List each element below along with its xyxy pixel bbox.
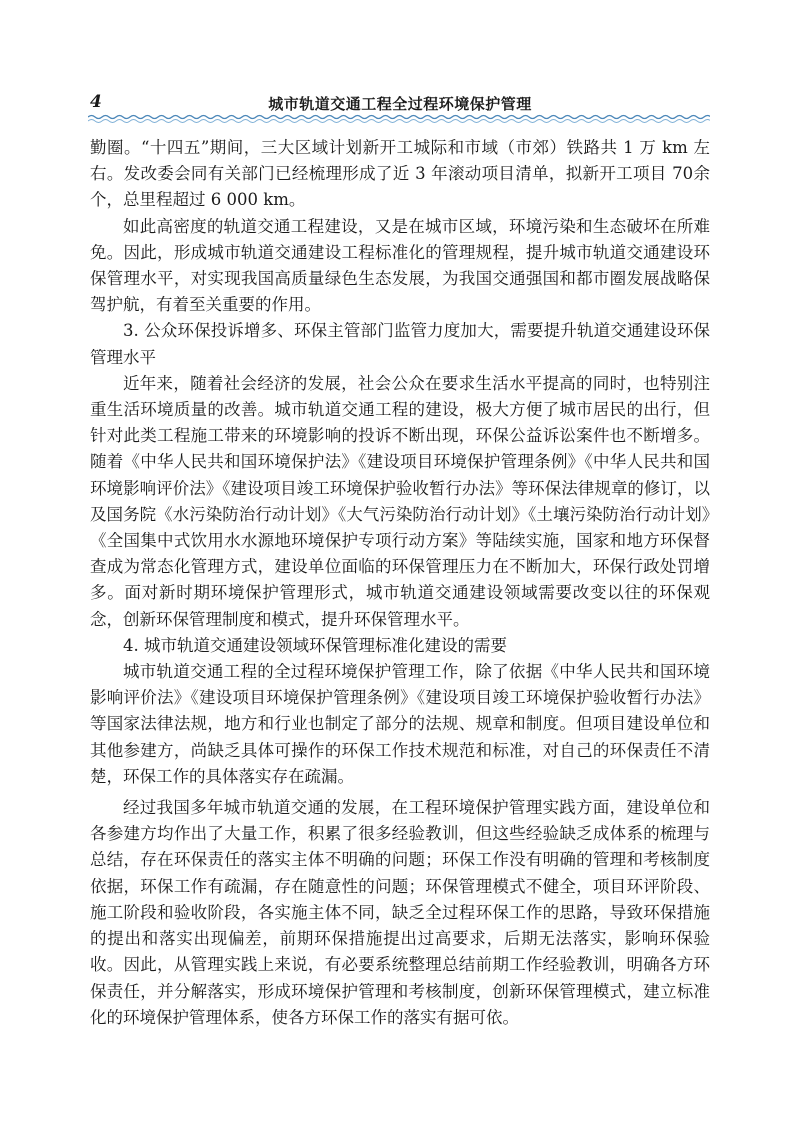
paragraph-continuation: 勤圈。“十四五”期间，三大区域计划新开工城际和市域（市郊）铁路共 1 万 km 左右。发改委会同有关部门已经梳理形成了近 3 年滚动项目清单，拟新开工项目 70余个，总里程超过 6 000 km。	[90, 138, 710, 210]
running-title: 城市轨道交通工程全过程环境保护管理	[268, 95, 532, 113]
paragraph: 经过我国多年城市轨道交通的发展，在工程环境保护管理实践方面，建设单位和各参建方均作出了大量工作，积累了很多经验教训，但这些经验缺乏成体系的梳理与总结，存在环保责任的落实主体不明确的问题；环保工作没有明确的管理和考核制度依据，环保工作有疏漏，存在随意性的问题；环保管理模式不健全，项目环评阶段、施工阶段和验收阶段，各实施主体不同，缺乏全过程环保工作的思路，导致环保措施的提出和落实出现偏差，前期环保措施提出过高要求，后期无法落实，影响环保验收。因此，从管理实践上来说，有必要系统整理总结前期工作经验教训，明确各方环保责任，并分解落实，形成环境保护管理和考核制度，创新环保管理模式，建立标准化的环境保护管理体系，使各方环保工作的落实有据可依。	[90, 798, 710, 1027]
paragraph: 近年来，随着社会经济的发展，社会公众在要求生活水平提高的同时，也特别注重生活环境质量的改善。城市轨道交通工程的建设，极大方便了城市居民的出行，但针对此类工程施工带来的环境影响的投诉不断出现，环保公益诉讼案件也不断增多。随着《中华人民共和国环境保护法》《建设项目环境保护管理条例》《中华人民共和国环境影响评价法》《建设项目竣工环境保护验收暂行办法》等环保法律规章的修订，以及国务院《水污染防治行动计划》《大气污染防治行动计划》《土壤污染防治行动计划》《全国集中式饮用水水源地环境保护专项行动方案》等陆续实施，国家和地方环保督查成为常态化管理方式，建设单位面临的环保管理压力在不断加大，环保行政处罚增多。面对新时期环境保护管理形式，城市轨道交通建设领域需要改变以往的环保观念，创新环保管理制度和模式，提升环保管理水平。	[90, 373, 710, 629]
page-number: 4	[90, 92, 102, 112]
section-heading-3: 3. 公众环保投诉增多、环保主管部门监管力度加大，需要提升轨道交通建设环保管理水平	[90, 321, 710, 367]
paragraph: 城市轨道交通工程的全过程环境保护管理工作，除了依据《中华人民共和国环境影响评价法》《建设项目环境保护管理条例》《建设项目竣工环境保护验收暂行办法》等国家法律法规，地方和行业也制定了部分的法规、规章和制度。但项目建设单位和其他参建方，尚缺乏具体可操作的环保工作技术规范和标准，对自己的环保责任不清楚，环保工作的具体落实存在疏漏。	[90, 662, 710, 786]
paragraph: 如此高密度的轨道交通工程建设，又是在城市区域，环境污染和生态破坏在所难免。因此，形成城市轨道交通建设工程标准化的管理规程，提升城市轨道交通建设环保管理水平，对实现我国高质量绿色生态发展，为我国交通强国和都市圈发展战略保驾护航，有着至关重要的作用。	[90, 216, 710, 315]
page-header	[0, 0, 800, 125]
header-wave-divider	[88, 113, 710, 125]
section-heading-4: 4. 城市轨道交通建设领域环保管理标准化建设的需要	[123, 635, 507, 655]
body-text	[90, 135, 710, 1031]
